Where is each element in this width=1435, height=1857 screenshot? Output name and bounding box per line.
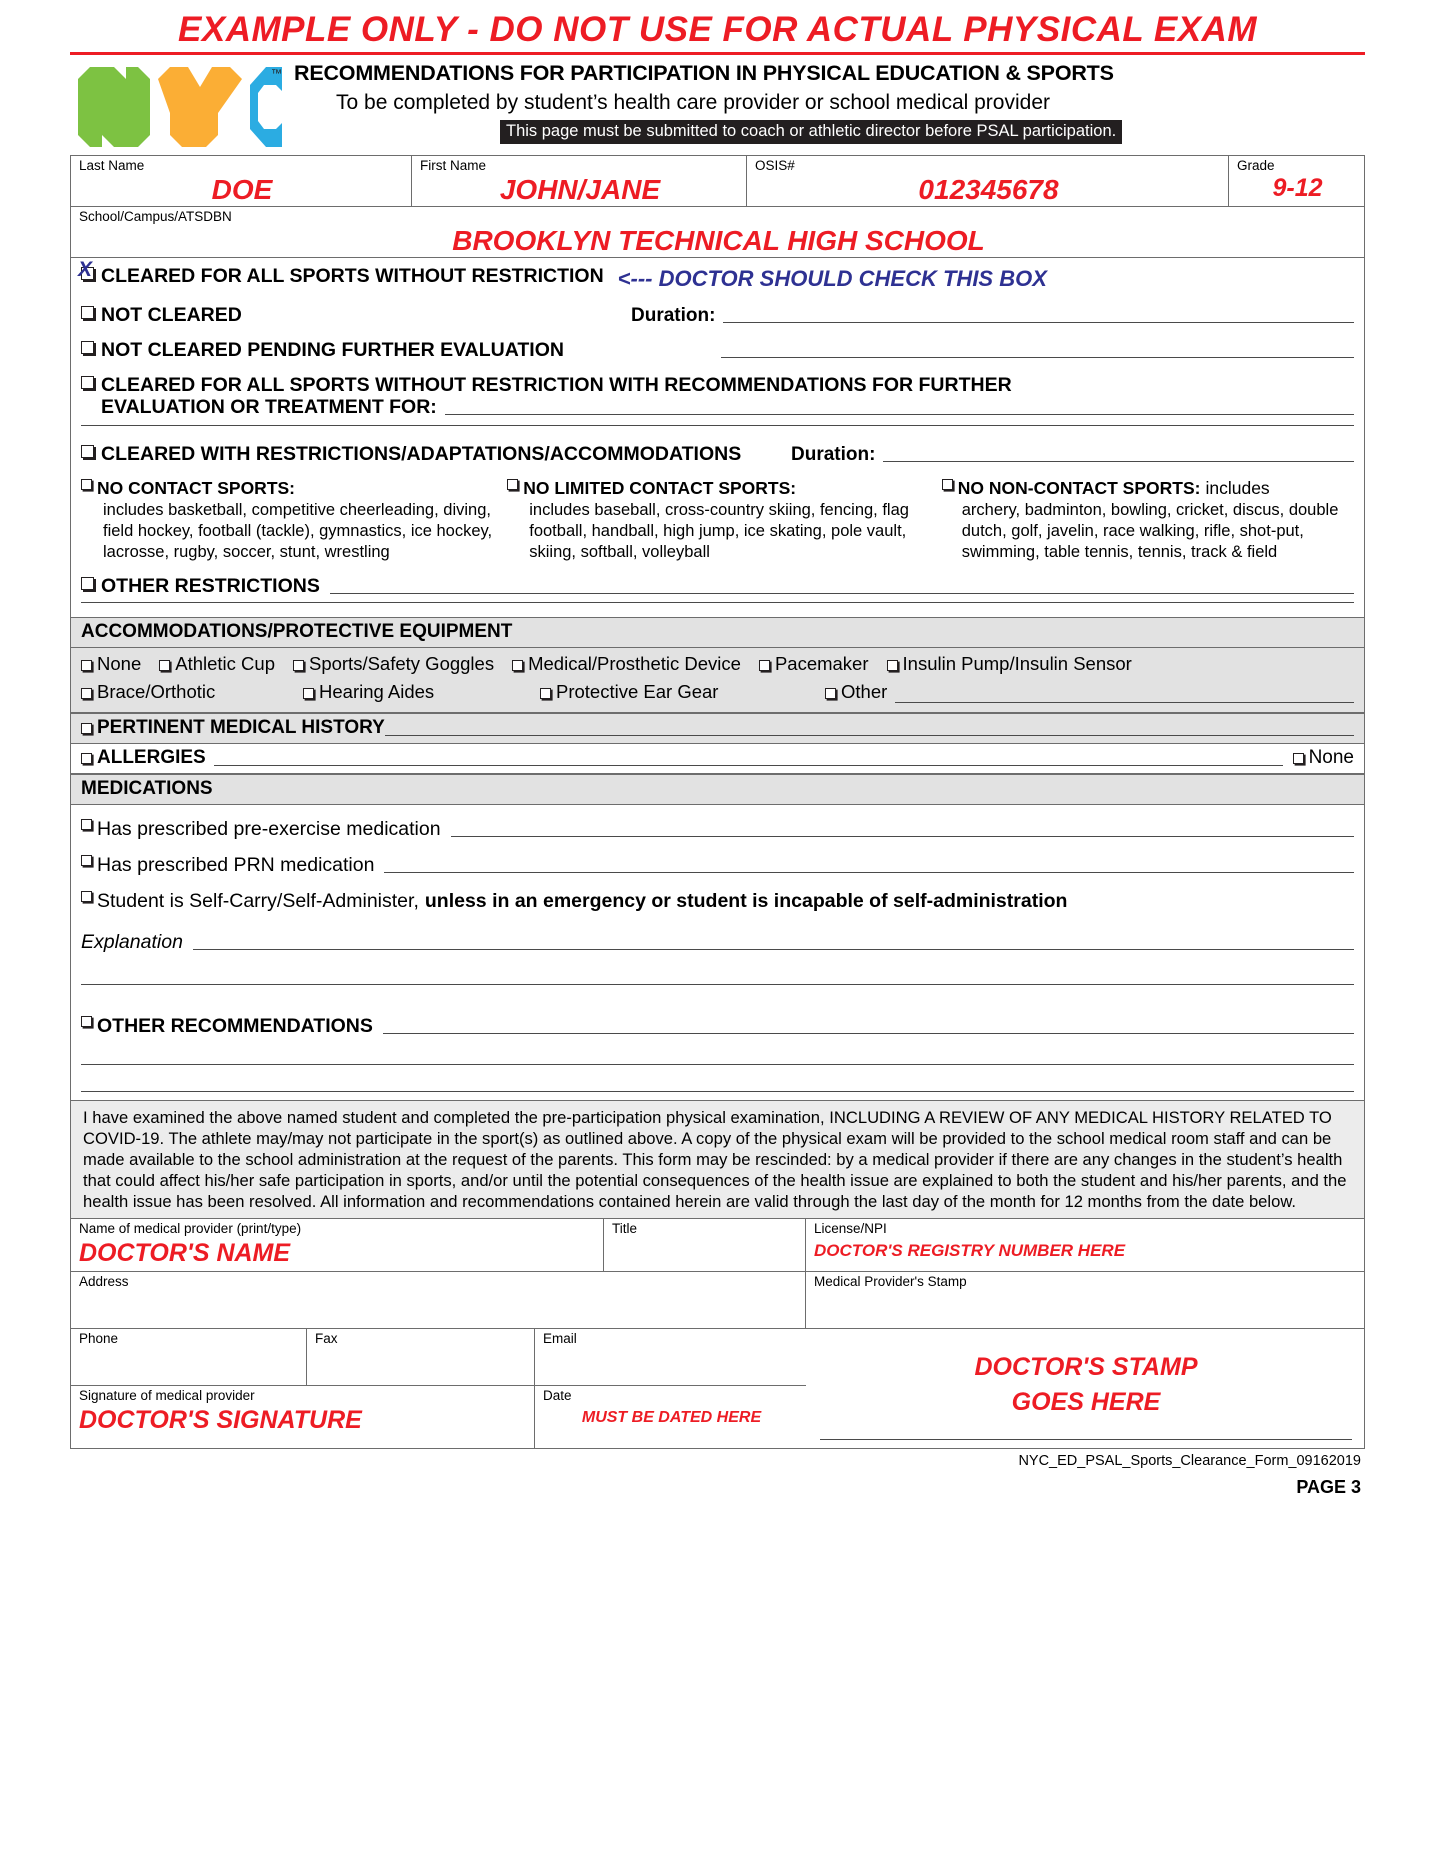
osis-label: OSIS# (755, 158, 795, 173)
accommodation-brace-label: Brace/Orthotic (97, 681, 216, 702)
duration-label-1: Duration: (631, 305, 716, 327)
other-restrictions-input-1[interactable] (330, 593, 1354, 594)
accommodations-title-strip (71, 617, 1364, 648)
checkbox-other-restrictions[interactable] (81, 577, 94, 590)
last-name-cell[interactable] (71, 156, 412, 206)
cleared-with-restrictions-label: CLEARED WITH RESTRICTIONS/ADAPTATIONS/ACCOMMODATIONS (101, 442, 742, 465)
checkbox-acc-ear-gear[interactable] (540, 688, 551, 699)
provider-email-cell[interactable] (535, 1329, 806, 1385)
accommodations-title: ACCOMMODATIONS/PROTECTIVE EQUIPMENT (81, 621, 513, 643)
nyc-logo-icon (70, 65, 282, 151)
provider-fax-cell[interactable] (307, 1329, 535, 1385)
accommodation-brace[interactable] (81, 678, 303, 706)
form-body (70, 155, 1365, 1449)
accommodation-goggles-label: Sports/Safety Goggles (308, 653, 495, 675)
allergies-input[interactable] (214, 765, 1283, 766)
medications-strip (71, 774, 1364, 805)
pre-exercise-med-line (71, 818, 1364, 841)
doctor-check-note: <--- DOCTOR SHOULD CHECK THIS BOX (617, 266, 1047, 292)
no-limited-contact-heading-row (507, 478, 928, 498)
grade-label: Grade (1237, 158, 1275, 173)
checkbox-acc-brace[interactable] (81, 688, 92, 699)
explanation-line (71, 931, 1364, 954)
other-recommendations-label: OTHER RECOMMENDATIONS (97, 1014, 373, 1037)
provider-license-value: DOCTOR'S REGISTRY NUMBER HERE (814, 1240, 1126, 1260)
other-recommendations-line (71, 1015, 1364, 1038)
accommodation-pacemaker[interactable] (759, 650, 869, 678)
grade-value: 9-12 (1272, 173, 1323, 202)
other-restrictions-line (81, 576, 1354, 598)
other-recommendations-input-3[interactable] (81, 1091, 1354, 1092)
no-contact-sports-column (81, 478, 507, 562)
header-text (282, 61, 1365, 144)
no-non-contact-sports-list: archery, badminton, bowling, cricket, discus, double dutch, golf, javelin, race walking, rifle, shot-put, swimming, table tennis, tennis, track & field (961, 501, 1339, 561)
accommodation-none[interactable] (81, 650, 141, 678)
other-restrictions-line2 (81, 602, 1354, 607)
provider-address-row (71, 1272, 1364, 1329)
prn-med-input[interactable] (384, 872, 1354, 873)
medical-history-title: PERTINENT MEDICAL HISTORY (97, 716, 385, 738)
form-subtitle: To be completed by student’s health care provider or school medical provider (336, 90, 1050, 114)
school-label: School/Campus/ATSDBN (79, 209, 232, 225)
provider-name-value: DOCTOR'S NAME (79, 1238, 291, 1267)
cleared-with-recs-text1: CLEARED FOR ALL SPORTS WITHOUT RESTRICTION WITH RECOMMENDATIONS FOR FURTHER (101, 374, 1012, 397)
provider-name-cell[interactable] (71, 1219, 604, 1271)
accommodation-none-label: None (97, 653, 142, 675)
provider-license-label: License/NPI (814, 1221, 887, 1237)
svg-text:™: ™ (271, 68, 282, 80)
student-identity-row (71, 156, 1364, 207)
provider-address-label: Address (79, 1274, 129, 1290)
explanation-label: Explanation (81, 930, 183, 953)
other-recommendations-input-2[interactable] (81, 1064, 1354, 1065)
school-cell[interactable] (71, 207, 1364, 257)
provider-signature-value: DOCTOR'S SIGNATURE (79, 1405, 362, 1434)
accommodation-other-label: Other (841, 681, 888, 702)
provider-title-cell[interactable] (604, 1219, 806, 1271)
provider-address-cell[interactable] (71, 1272, 806, 1328)
provider-stamp-label: Medical Provider's Stamp (814, 1274, 967, 1290)
no-contact-sports-list: includes basketball, competitive cheerleading, diving, field hockey, football (tackle), gymnastics, ice hockey, lacrosse, rugby, soccer, stunt, wrestling (103, 501, 493, 561)
cleared-with-restrictions-line (81, 444, 1354, 466)
provider-stamp-rule (820, 1439, 1352, 1440)
first-name-cell[interactable] (412, 156, 747, 206)
provider-date-value: MUST BE DATED HERE (581, 1408, 762, 1426)
provider-name-label: Name of medical provider (print/type) (79, 1221, 302, 1237)
grade-cell[interactable] (1229, 156, 1364, 206)
no-limited-contact-sports-list: includes baseball, cross-country skiing, fencing, flag football, handball, high jump, ice skating, pole vault, skiing, softball, volleyball (529, 501, 909, 561)
checkbox-no-limited-contact-sports[interactable] (507, 479, 518, 490)
accommodation-ear-gear-label: Protective Ear Gear (556, 681, 719, 702)
provider-title-label: Title (612, 1221, 638, 1237)
checkbox-cleared-all[interactable] (81, 267, 94, 280)
no-non-contact-sports-column (942, 478, 1354, 562)
provider-name-row (71, 1219, 1364, 1272)
pre-exercise-med-label: Has prescribed pre-exercise medication (97, 817, 441, 840)
provider-stamp-cell[interactable] (806, 1272, 1364, 1328)
accommodation-insulin[interactable] (887, 650, 1132, 678)
last-name-label: Last Name (79, 158, 145, 173)
checkbox-acc-pacemaker[interactable] (759, 660, 770, 671)
cleared-with-recs-input-2[interactable] (81, 425, 1354, 426)
not-cleared-pending-label: NOT CLEARED PENDING FURTHER EVALUATION (101, 339, 564, 362)
no-contact-sports-heading: NO CONTACT SPORTS: (97, 477, 296, 498)
osis-value: 012345678 (918, 173, 1059, 205)
cleared-with-recs-line3 (81, 425, 1354, 430)
cleared-with-recs-input-1[interactable] (445, 414, 1354, 415)
accommodations-body (71, 648, 1364, 713)
explanation-input-2[interactable] (81, 984, 1354, 985)
first-name-value: JOHN/JANE (499, 173, 661, 205)
medical-history-strip (71, 713, 1364, 744)
no-limited-contact-sports-column (507, 478, 942, 562)
no-contact-sports-heading-row (81, 478, 493, 498)
checkbox-acc-none[interactable] (81, 660, 92, 671)
checkbox-prn-med[interactable] (81, 855, 92, 866)
no-non-contact-sports-heading: NO NON-CONTACT SPORTS: (957, 477, 1201, 498)
checkbox-cleared-with-restrictions[interactable] (81, 445, 94, 458)
provider-signature-label: Signature of medical provider (79, 1388, 255, 1404)
first-name-label: First Name (420, 158, 487, 173)
checkbox-allergies-none[interactable] (1293, 753, 1304, 764)
not-cleared-line (81, 305, 1354, 327)
provider-stamp-value-1: DOCTOR'S STAMP (974, 1353, 1198, 1382)
page-footer (70, 1453, 1365, 1498)
accommodation-goggles[interactable] (293, 650, 494, 678)
checkbox-other-recommendations[interactable] (81, 1016, 92, 1027)
checkbox-acc-goggles[interactable] (293, 660, 304, 671)
accommodation-insulin-label: Insulin Pump/Insulin Sensor (902, 653, 1132, 675)
pending-input[interactable] (721, 357, 1354, 358)
accommodations-row-2 (81, 678, 1354, 706)
accommodation-pacemaker-label: Pacemaker (774, 653, 869, 675)
provider-signature-date-row (71, 1386, 806, 1448)
sports-restriction-columns (81, 478, 1354, 562)
explanation-input-1[interactable] (193, 949, 1354, 950)
duration-input-2[interactable] (883, 461, 1354, 462)
prn-med-line (71, 854, 1364, 877)
checkbox-no-non-contact-sports[interactable] (942, 479, 953, 490)
accommodation-athletic-cup-label: Athletic Cup (175, 653, 275, 675)
checkbox-not-cleared-pending[interactable] (81, 341, 94, 354)
osis-cell[interactable] (747, 156, 1229, 206)
other-restrictions-input-2[interactable] (81, 602, 1354, 603)
provider-contact-left (71, 1329, 806, 1448)
provider-phone-fax-email-row (71, 1329, 806, 1386)
checkbox-no-contact-sports[interactable] (81, 479, 92, 490)
checkbox-cleared-with-recs[interactable] (81, 376, 94, 389)
accommodation-athletic-cup[interactable] (159, 650, 275, 678)
provider-stamp-value-2: GOES HERE (1011, 1388, 1161, 1417)
provider-phone-cell[interactable] (71, 1329, 307, 1385)
cleared-all-label: CLEARED FOR ALL SPORTS WITHOUT RESTRICTION (101, 265, 604, 288)
checkbox-acc-insulin[interactable] (887, 660, 898, 671)
checkbox-acc-hearing[interactable] (303, 688, 314, 699)
accommodations-row-1 (81, 650, 1354, 678)
pre-exercise-med-input[interactable] (451, 836, 1354, 837)
cleared-with-recs-block (81, 375, 1354, 430)
other-recommendations-input-1[interactable] (383, 1033, 1354, 1034)
checkbox-acc-athletic-cup[interactable] (159, 660, 170, 671)
provider-date-label: Date (543, 1388, 572, 1404)
self-carry-label: Student is Self-Carry/Self-Administer, (97, 889, 419, 912)
cleared-with-recs-line2 (81, 397, 1354, 419)
provider-stamp-area[interactable] (806, 1329, 1364, 1448)
allergies-row (71, 744, 1364, 774)
no-non-contact-sports-heading-suffix: includes (1205, 477, 1270, 498)
provider-date-cell[interactable] (535, 1386, 806, 1448)
last-name-value: DOE (211, 173, 273, 205)
medical-history-input[interactable] (385, 735, 1354, 736)
checkbox-self-carry[interactable] (81, 891, 92, 902)
not-cleared-pending-line (81, 340, 1354, 362)
not-cleared-label: NOT CLEARED (101, 304, 242, 327)
document-id: NYC_ED_PSAL_Sports_Clearance_Form_09162019 (1018, 1453, 1361, 1470)
checkbox-allergies[interactable] (81, 753, 92, 764)
other-restrictions-label: OTHER RESTRICTIONS (101, 575, 320, 598)
no-non-contact-heading-row (942, 478, 1354, 498)
provider-email-label: Email (543, 1331, 577, 1347)
form-title: RECOMMENDATIONS FOR PARTICIPATION IN PHYSICAL EDUCATION & SPORTS (294, 61, 1114, 85)
medications-title: MEDICATIONS (81, 777, 213, 799)
accommodation-ear-gear[interactable] (540, 678, 825, 706)
provider-fax-label: Fax (315, 1331, 338, 1347)
provider-license-cell[interactable] (806, 1219, 1364, 1271)
checkbox-medical-history[interactable] (81, 723, 92, 734)
accommodation-prosthetic-label: Medical/Prosthetic Device (528, 653, 741, 675)
provider-contact-row (71, 1329, 1364, 1448)
duration-input-1[interactable] (723, 322, 1354, 323)
accommodation-hearing-label: Hearing Aides (319, 681, 435, 702)
attestation-paragraph: I have examined the above named student and completed the pre-participation physical examination, INCLUDING A REVIEW OF ANY MEDICAL HISTORY RELATED TO COVID-19. The athlete may/may not participate in the sport(s) as outlined above. A copy of the physical exam will be provided to the school medical room staff and can be made available to the school administration at the request of the parents. This form may be rescinded: by a medical provider if there are any changes in the student’s health that could affect his/her safe participation in sports, and/or until the potential consequences of the health issue are explained to both the student and his/her parents, and the health issue has been resolved. All information and recommendations contained herein are valid through the last day of the month for 12 months from the date below. (71, 1100, 1364, 1219)
self-carry-line (71, 890, 1364, 913)
submission-note: This page must be submitted to coach or athletic director before PSAL participation. (500, 120, 1122, 144)
duration-label-2: Duration: (791, 443, 876, 465)
checkbox-not-cleared[interactable] (81, 306, 94, 319)
cleared-all-line (81, 266, 1354, 292)
provider-phone-label: Phone (79, 1331, 119, 1347)
checkbox-acc-prosthetic[interactable] (512, 660, 523, 671)
checkbox-acc-other[interactable] (825, 688, 836, 699)
example-only-banner: EXAMPLE ONLY - DO NOT USE FOR ACTUAL PHYSICAL EXAM (70, 10, 1365, 55)
clearance-section (71, 258, 1364, 617)
prn-med-label: Has prescribed PRN medication (97, 853, 375, 876)
no-limited-contact-sports-heading: NO LIMITED CONTACT SPORTS: (523, 477, 797, 498)
cleared-with-recs-line1 (81, 375, 1354, 397)
form-header (70, 61, 1365, 151)
accommodation-prosthetic[interactable] (512, 650, 741, 678)
checkbox-pre-exercise-med[interactable] (81, 819, 92, 830)
page-number: PAGE 3 (1296, 1477, 1361, 1498)
allergies-label: ALLERGIES (97, 746, 206, 768)
accommodation-other[interactable] (825, 678, 1354, 706)
cleared-with-recs-text2: EVALUATION OR TREATMENT FOR: (101, 396, 437, 419)
accommodation-other-input[interactable] (895, 702, 1354, 703)
nyc-logo (70, 61, 282, 151)
school-row (71, 207, 1364, 258)
accommodation-hearing[interactable] (303, 678, 540, 706)
provider-signature-cell[interactable] (71, 1386, 535, 1448)
school-value: BROOKLYN TECHNICAL HIGH SCHOOL (452, 225, 985, 257)
self-carry-bold-label: unless in an emergency or student is incapable of self-administration (424, 889, 1068, 912)
allergies-none-label: None (1308, 746, 1354, 768)
